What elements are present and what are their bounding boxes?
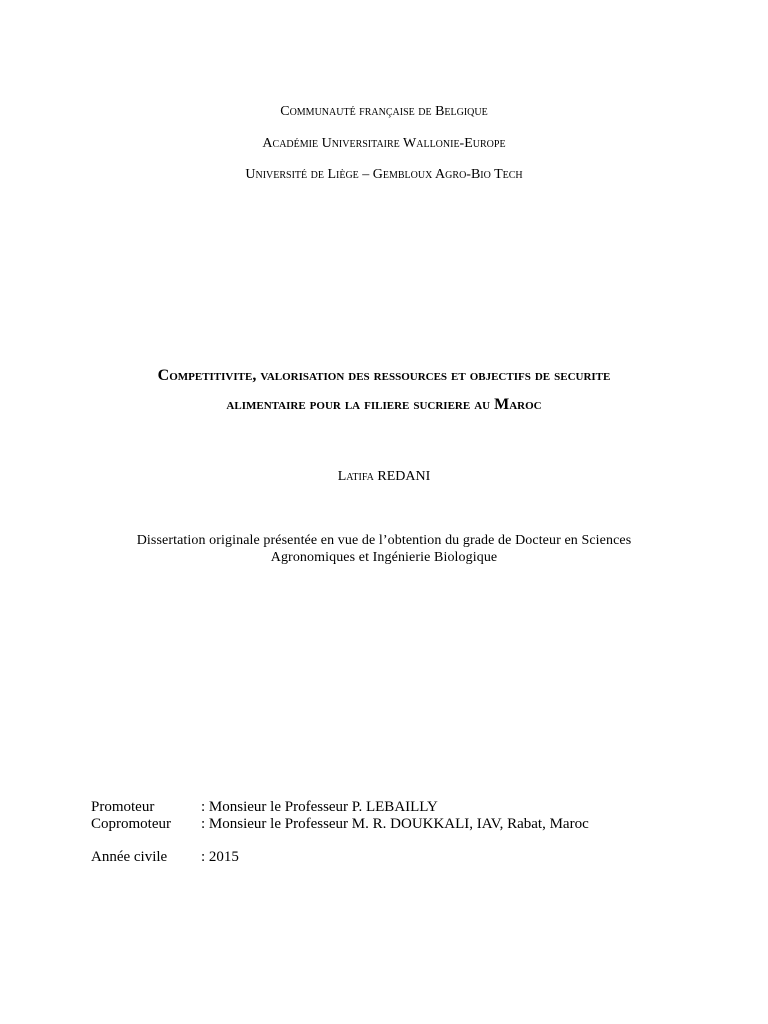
promoteur-row (91, 799, 438, 816)
dissertation-line1: Dissertation originale présentée en vue de l’obtention du grade de Docteur en Sciences (136, 533, 632, 548)
copromoteur-label: Copromoteur (91, 816, 171, 832)
institution-academy: Académie Universitaire Wallonie-Europe (262, 136, 506, 151)
annee-value: : 2015 (201, 849, 239, 865)
promoteur-value: : Monsieur le Professeur P. LEBAILLY (201, 799, 438, 815)
annee-label: Année civile (91, 849, 168, 865)
thesis-title-line1: Competitivite, valorisation des ressources et objectifs de securite (157, 367, 611, 384)
thesis-title-line2: alimentaire pour la filiere sucriere au Maroc (226, 396, 542, 413)
institution-community: Communauté française de Belgique (280, 104, 488, 119)
institution-university: Université de Liège – Gembloux Agro-Bio Tech (245, 167, 523, 182)
promoteur-label: Promoteur (91, 799, 155, 815)
author-name: Latifa REDANI (337, 469, 431, 484)
dissertation-line2: Agronomiques et Ingénierie Biologique (270, 550, 498, 565)
copromoteur-value: : Monsieur le Professeur M. R. DOUKKALI, IAV, Rabat, Maroc (201, 816, 589, 832)
annee-row (91, 849, 239, 866)
copromoteur-row (91, 816, 589, 833)
